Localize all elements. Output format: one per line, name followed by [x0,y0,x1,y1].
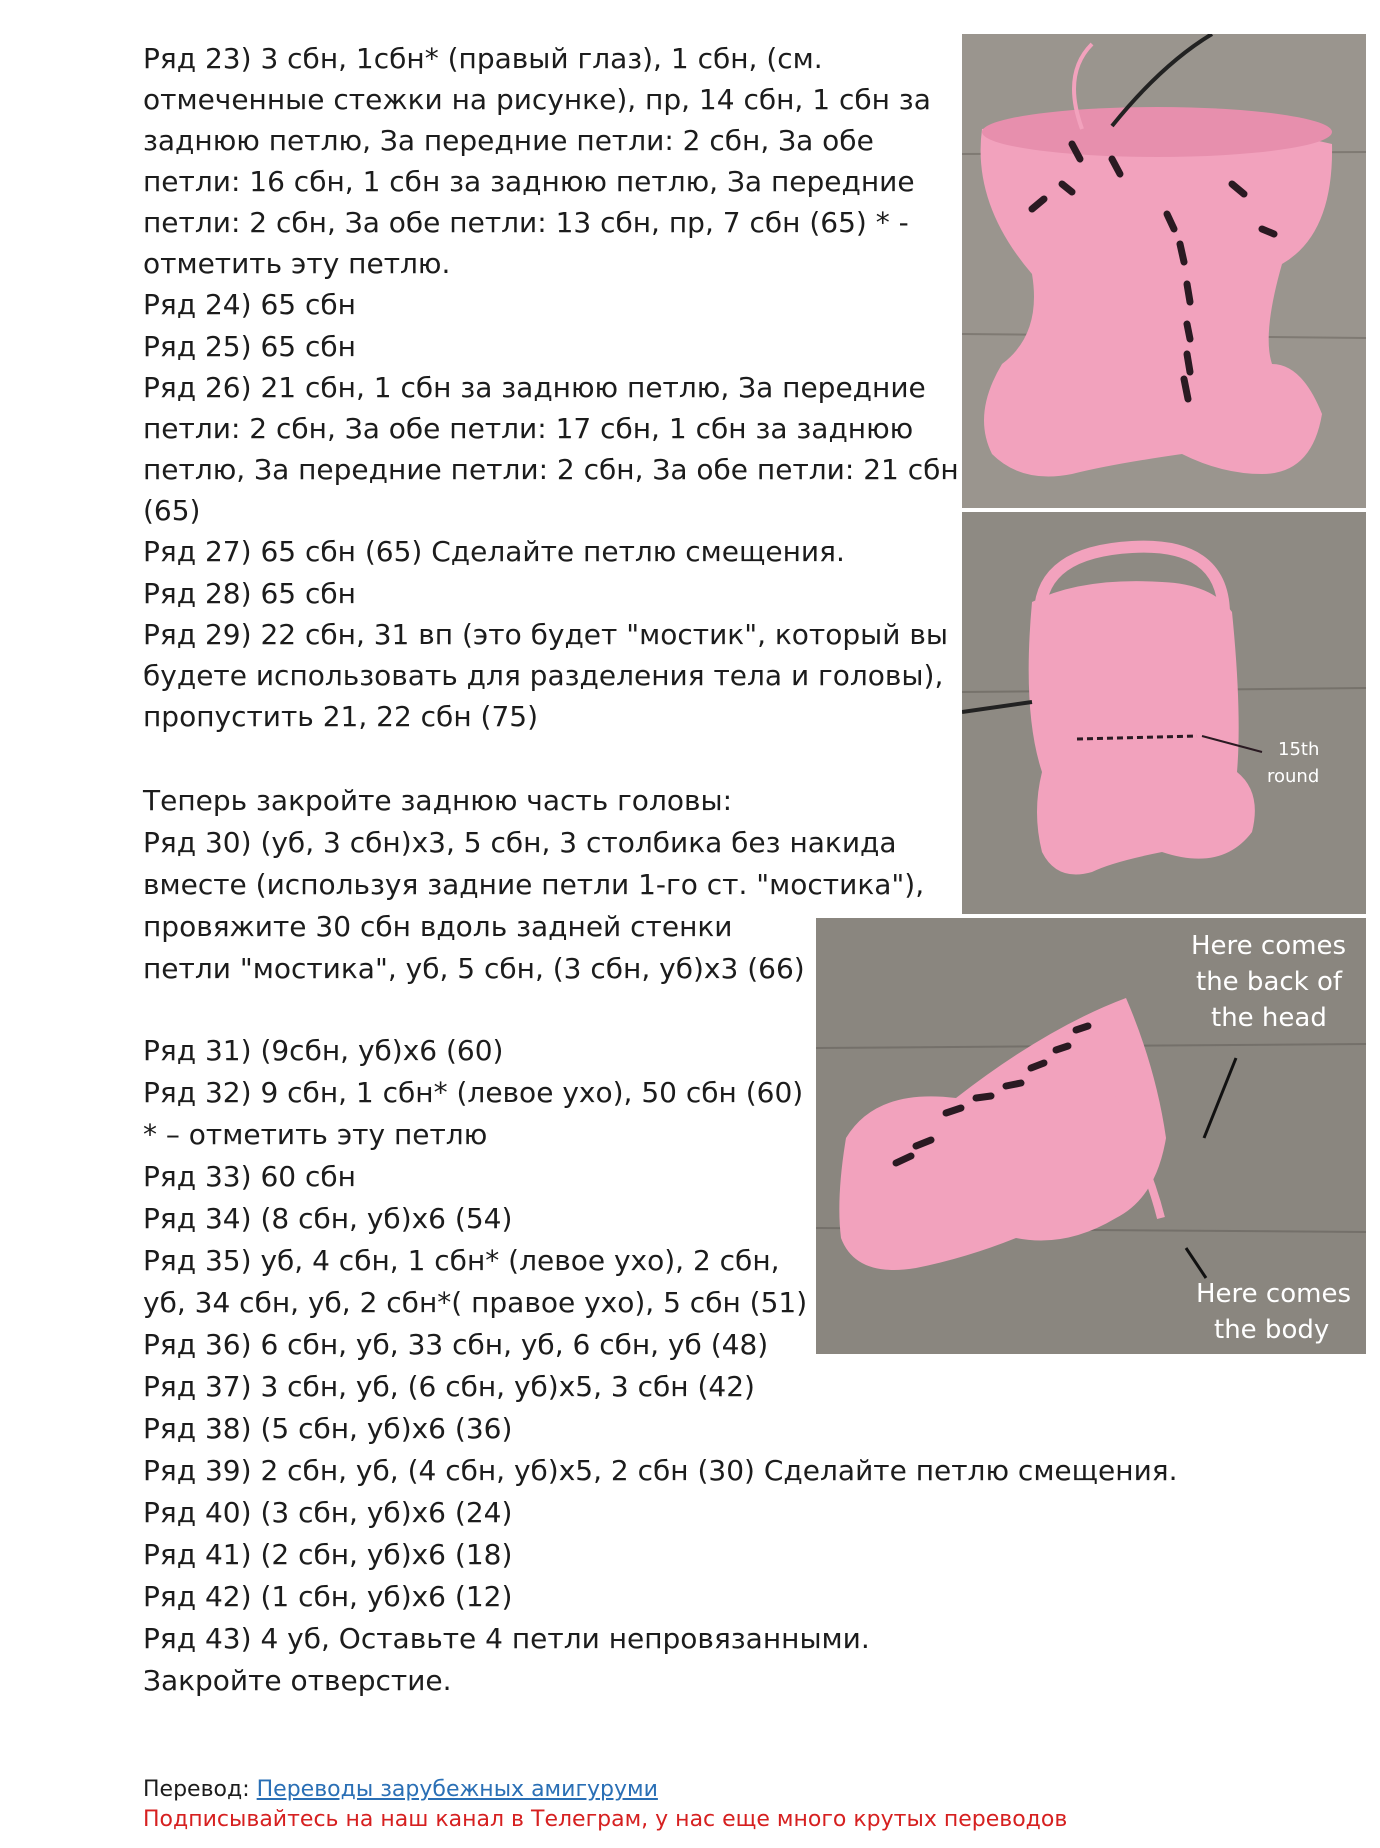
instruction-line: петли "мостика", уб, 5 сбн, (3 сбн, уб)х3 (66) [143,952,805,985]
photo3-label-head-1: Here comes [1191,931,1346,961]
instruction-line: петлю, За передние петли: 2 сбн, За обе петли: 21 сбн [143,453,959,486]
instruction-line: Ряд 40) (3 сбн, уб)х6 (24) [143,1496,513,1529]
instruction-line: отметить эту петлю. [143,247,451,280]
photo3-label-body-1: Here comes [1196,1279,1351,1309]
instruction-line: уб, 34 сбн, уб, 2 сбн*( правое ухо), 5 сбн (51) [143,1286,808,1319]
telegram-note: Подписывайтесь на наш канал в Телеграм, у нас еще много крутых переводов [143,1807,1068,1832]
instruction-line: * – отметить эту петлю [143,1118,488,1151]
instruction-line: Ряд 30) (уб, 3 сбн)х3, 5 сбн, 3 столбика без накида [143,826,897,859]
instruction-line: (65) [143,494,201,527]
instruction-line: Ряд 31) (9сбн, уб)х6 (60) [143,1034,504,1067]
photo-back-of-head [816,918,1366,1354]
instruction-line: провяжите 30 сбн вдоль задней стенки [143,910,733,943]
instruction-line: Ряд 23) 3 сбн, 1сбн* (правый глаз), 1 сбн, (см. [143,42,823,75]
instruction-line: Ряд 41) (2 сбн, уб)х6 (18) [143,1538,513,1571]
instruction-line: Ряд 29) 22 сбн, 31 вп (это будет "мостик", который вы [143,618,948,651]
instruction-line: Ряд 42) (1 сбн, уб)х6 (12) [143,1580,513,1613]
photo2-label-round: round [1267,766,1320,787]
instruction-line: Закройте отверстие. [143,1664,452,1697]
instruction-line: Ряд 28) 65 сбн [143,577,356,610]
instruction-line: петли: 2 сбн, За обе петли: 13 сбн, пр, 7 сбн (65) * - [143,206,909,239]
instruction-line: Теперь закройте заднюю часть головы: [143,784,733,817]
instruction-line: Ряд 38) (5 сбн, уб)х6 (36) [143,1412,513,1445]
instruction-line: Ряд 39) 2 сбн, уб, (4 сбн, уб)х5, 2 сбн (30) Сделайте петлю смещения. [143,1454,1178,1487]
instruction-line: Ряд 36) 6 сбн, уб, 33 сбн, уб, 6 сбн, уб (48) [143,1328,769,1361]
translator-credit [143,1776,658,1804]
translator-link[interactable]: Переводы зарубежных амигуруми [256,1777,658,1802]
photo3-label-head-2: the back of [1196,967,1343,997]
instruction-line: Ряд 24) 65 сбн [143,288,356,321]
instruction-line: вместе (используя задние петли 1-го ст. "мостика"), [143,868,925,901]
photo3-label-body-2: the body [1214,1315,1330,1345]
instruction-line: пропустить 21, 22 сбн (75) [143,700,539,733]
instruction-line: петли: 16 сбн, 1 сбн за заднюю петлю, За передние [143,165,915,198]
instruction-line: Ряд 33) 60 сбн [143,1160,356,1193]
photo-head-markers [962,34,1366,508]
instruction-line: Ряд 26) 21 сбн, 1 сбн за заднюю петлю, За передние [143,371,926,404]
photo2-label-15th: 15th [1278,739,1320,760]
instruction-line: Ряд 34) (8 сбн, уб)х6 (54) [143,1202,513,1235]
photo3-label-head-3: the head [1211,1003,1327,1033]
instruction-line: Ряд 43) 4 уб, Оставьте 4 петли непровязанными. [143,1622,870,1655]
photo-bridge-loop [962,512,1366,914]
instruction-line: петли: 2 сбн, За обе петли: 17 сбн, 1 сбн за заднюю [143,412,914,445]
instruction-line: отмеченные стежки на рисунке), пр, 14 сбн, 1 сбн за [143,83,931,116]
instruction-line: заднюю петлю, За передние петли: 2 сбн, За обе [143,124,874,157]
instruction-line: Ряд 35) уб, 4 сбн, 1 сбн* (левое ухо), 2 сбн, [143,1244,780,1277]
instruction-line: будете использовать для разделения тела и головы), [143,659,944,692]
instruction-line: Ряд 27) 65 сбн (65) Сделайте петлю смещения. [143,535,845,568]
instruction-line: Ряд 37) 3 сбн, уб, (6 сбн, уб)х5, 3 сбн (42) [143,1370,755,1403]
instruction-line: Ряд 25) 65 сбн [143,330,356,363]
translator-label: Перевод: [143,1777,250,1802]
instruction-line: Ряд 32) 9 сбн, 1 сбн* (левое ухо), 50 сбн (60) [143,1076,804,1109]
